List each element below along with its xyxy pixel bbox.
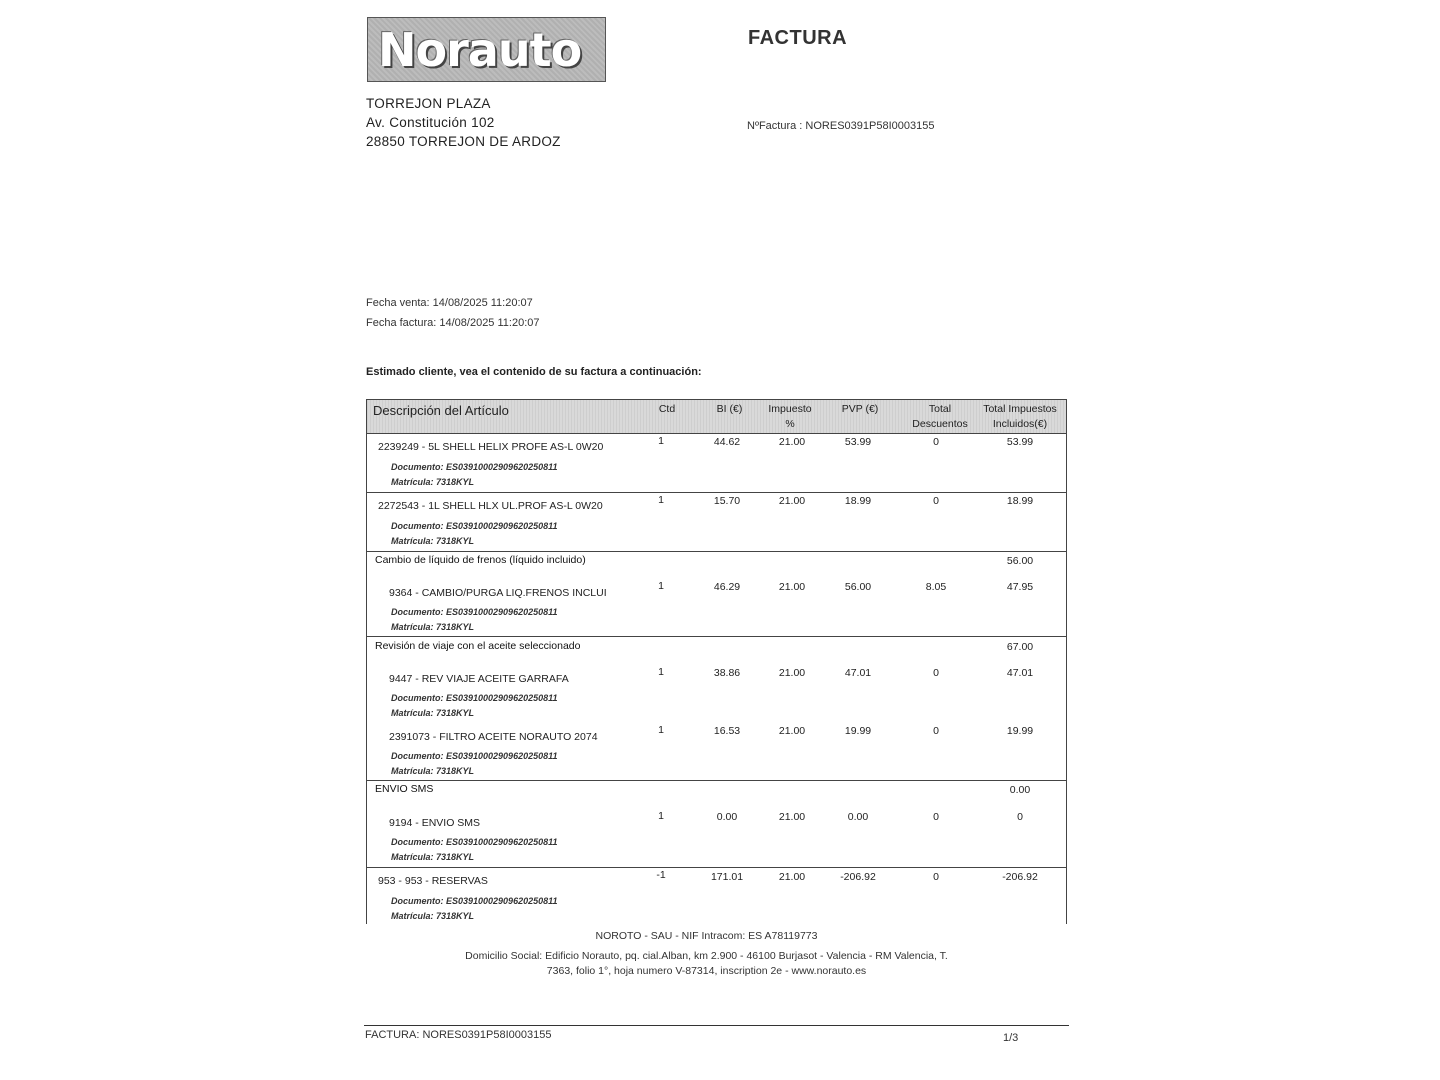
group-total: 0.00 [1009,784,1031,796]
item-total: 47.95 [1006,581,1034,593]
item-description: 9194 - ENVIO SMS [389,817,481,829]
item-tax: 21.00 [778,581,806,593]
item-tax: 21.00 [778,811,806,823]
item-qty: 1 [658,666,664,678]
header-total-2: Incluidos(€) [992,418,1048,430]
item-qty: -1 [656,869,666,881]
group-title: Revisión de viaje con el aceite seleccionado [375,640,581,652]
item-tax: 21.00 [778,436,806,448]
item-plate: Matrícula: 7318KYL [391,477,475,487]
item-pvp: 18.99 [844,495,872,507]
footer-address-1: Domicilio Social: Edificio Norauto, pq. cial.Alban, km 2.900 - 46100 Burjasot - Valencia - RM Valencia, T. [465,950,948,962]
row-divider [367,492,1066,493]
item-description: 9364 - CAMBIO/PURGA LIQ.FRENOS INCLUI [389,587,607,599]
item-bi: 38.86 [713,667,741,679]
item-discount: 0 [933,725,939,737]
item-description: 9447 - REV VIAJE ACEITE GARRAFA [389,673,569,685]
item-bi: 171.01 [710,871,744,883]
header-qty: Ctd [658,403,676,415]
group-total: 67.00 [1006,641,1034,653]
item-document: Documento: ES03910002909620250811 [391,751,558,761]
table-header [367,400,1066,434]
row-divider [367,780,1066,781]
item-tax: 21.00 [778,667,806,679]
store-street: Av. Constitución 102 [366,115,495,130]
item-total: -206.92 [1002,871,1038,883]
item-total: 19.99 [1006,725,1034,737]
item-qty: 1 [658,724,664,736]
item-description: 2272543 - 1L SHELL HLX UL.PROF AS-L 0W20 [378,500,603,512]
item-pvp: 47.01 [844,667,872,679]
footer-address-2: 7363, folio 1°, hoja numero V-87314, inscription 2e - www.norauto.es [546,965,867,977]
item-bi: 46.29 [713,581,741,593]
item-pvp: 19.99 [844,725,872,737]
row-divider [367,551,1066,552]
item-qty: 1 [658,580,664,592]
store-city: 28850 TORREJON DE ARDOZ [366,134,561,149]
invoice-table [366,399,1067,924]
item-pvp: 0.00 [847,811,869,823]
item-plate: Matrícula: 7318KYL [391,622,475,632]
group-total: 56.00 [1006,555,1034,567]
item-tax: 21.00 [778,725,806,737]
item-discount: 8.05 [925,581,947,593]
item-document: Documento: ES03910002909620250811 [391,607,558,617]
header-description: Descripción del Artículo [373,403,509,418]
item-description: 2239249 - 5L SHELL HELIX PROFE AS-L 0W20 [378,441,604,453]
header-tax-percent: % [785,418,795,430]
header-tax: Impuesto [768,403,812,415]
invoice-number: NºFactura : NORES0391P58I0003155 [747,120,935,132]
item-plate: Matrícula: 7318KYL [391,536,475,546]
store-name: TORREJON PLAZA [366,96,491,111]
item-plate: Matrícula: 7318KYL [391,708,475,718]
intro-text: Estimado cliente, vea el contenido de su factura a continuación: [366,366,702,378]
item-qty: 1 [658,435,664,447]
footer-divider [364,1025,1069,1026]
item-bi: 16.53 [713,725,741,737]
item-qty: 1 [658,810,664,822]
page-number: 1/3 [1003,1032,1019,1044]
header-discount-2: Descuentos [912,418,968,430]
item-document: Documento: ES03910002909620250811 [391,896,558,906]
norauto-logo [367,17,606,82]
item-tax: 21.00 [778,495,806,507]
header-pvp: PVP (€) [841,403,879,415]
item-total: 53.99 [1006,436,1034,448]
header-bi: BI (€) [716,403,743,415]
item-plate: Matrícula: 7318KYL [391,911,475,921]
item-plate: Matrícula: 7318KYL [391,852,475,862]
item-pvp: -206.92 [840,871,876,883]
item-document: Documento: ES03910002909620250811 [391,521,558,531]
invoice-date: Fecha factura: 14/08/2025 11:20:07 [366,317,540,329]
footer-invoice-ref: FACTURA: NORES0391P58I0003155 [365,1029,552,1041]
item-discount: 0 [933,495,939,507]
item-total: 47.01 [1006,667,1034,679]
logo-text: Norauto [378,23,582,77]
item-document: Documento: ES03910002909620250811 [391,837,558,847]
item-description: 953 - 953 - RESERVAS [378,875,488,887]
item-plate: Matrícula: 7318KYL [391,766,475,776]
item-tax: 21.00 [778,871,806,883]
row-divider [367,636,1066,637]
item-pvp: 56.00 [844,581,872,593]
item-total: 0 [1017,811,1023,823]
item-discount: 0 [933,871,939,883]
group-title: ENVIO SMS [375,783,434,795]
item-bi: 0.00 [716,811,738,823]
item-document: Documento: ES03910002909620250811 [391,693,558,703]
item-document: Documento: ES03910002909620250811 [391,462,558,472]
header-discount: Total [928,403,952,415]
item-bi: 44.62 [713,436,741,448]
item-discount: 0 [933,667,939,679]
header-total: Total Impuestos [983,403,1057,415]
row-divider [367,867,1066,868]
item-description: 2391073 - FILTRO ACEITE NORAUTO 2074 [389,731,598,743]
footer-company: NOROTO - SAU - NIF Intracom: ES A78119773 [595,930,818,942]
item-discount: 0 [933,436,939,448]
group-title: Cambio de líquido de frenos (líquido incluido) [375,554,586,566]
item-discount: 0 [933,811,939,823]
sale-date: Fecha venta: 14/08/2025 11:20:07 [366,297,533,309]
item-bi: 15.70 [713,495,741,507]
item-total: 18.99 [1006,495,1034,507]
document-title: FACTURA [748,27,848,49]
item-qty: 1 [658,494,664,506]
item-pvp: 53.99 [844,436,872,448]
